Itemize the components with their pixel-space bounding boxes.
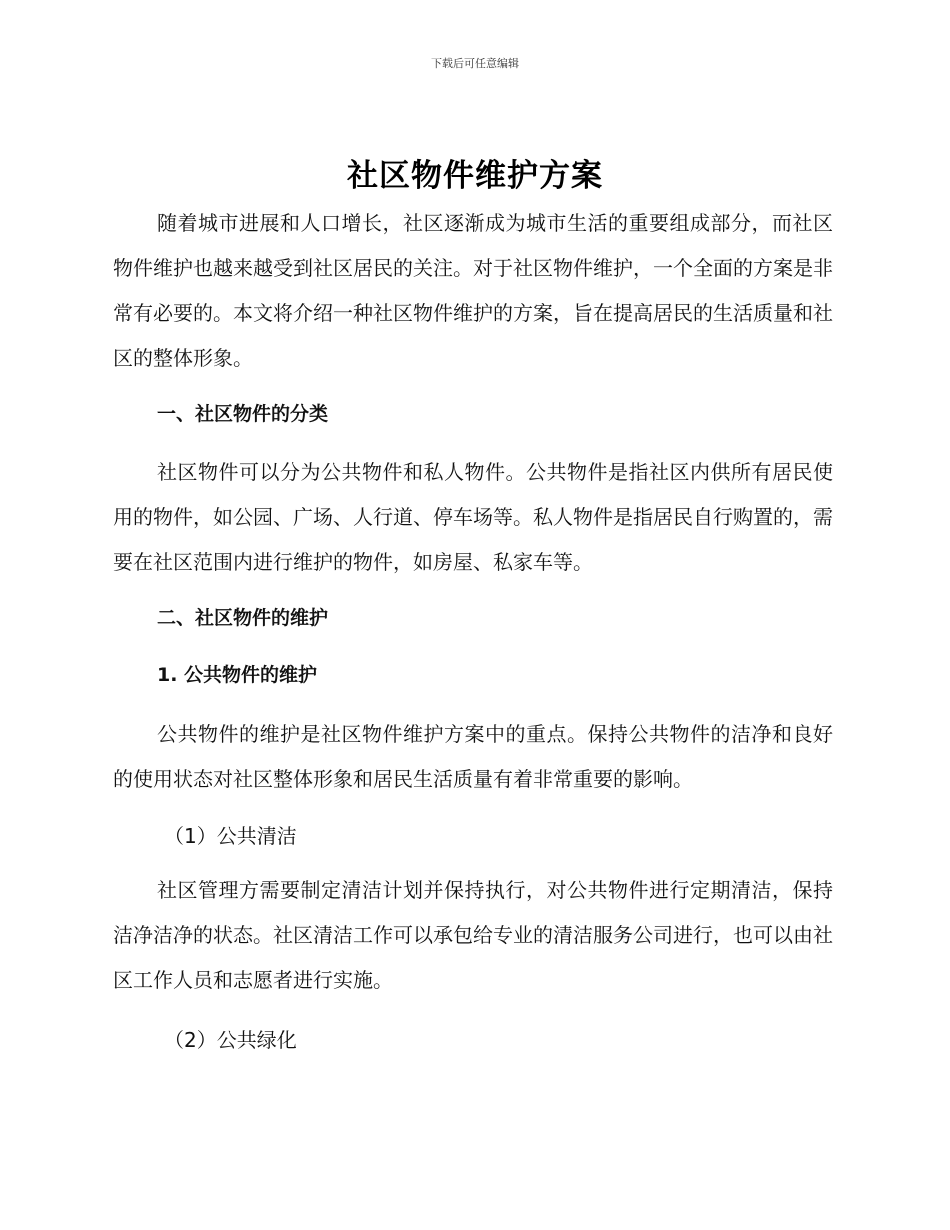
subsection-heading-public-maintenance: 1. 公共物件的维护 (157, 664, 318, 686)
intro-paragraph: 随着城市进展和人口增长，社区逐渐成为城市生活的重要组成部分，而社区物件维护也越来越受到社区居民的关注。对于社区物件维护，一个全面的方案是非常有必要的。本文将介绍一种社区物件维护的方案，旨在提高居民的生活质量和社区的整体形象。 (113, 211, 833, 370)
classification-paragraph: 社区物件可以分为公共物件和私人物件。公共物件是指社区内供所有居民使用的物件，如公园、广场、人行道、停车场等。私人物件是指居民自行购置的，需要在社区范围内进行维护的物件，如房屋、私家车等。 (113, 460, 833, 574)
item-heading-public-greening: （2）公共绿化 (164, 1028, 297, 1052)
public-cleaning-paragraph: 社区管理方需要制定清洁计划并保持执行，对公共物件进行定期清洁，保持洁净洁净的状态。社区清洁工作可以承包给专业的清洁服务公司进行，也可以由社区工作人员和志愿者进行实施。 (113, 878, 833, 992)
section-heading-classification: 一、社区物件的分类 (157, 403, 329, 425)
public-maintenance-paragraph: 公共物件的维护是社区物件维护方案中的重点。保持公共物件的洁净和良好的使用状态对社区整体形象和居民生活质量有着非常重要的影响。 (113, 722, 833, 791)
header-note: 下载后可任意编辑 (431, 57, 519, 70)
item-heading-public-cleaning: （1）公共清洁 (164, 824, 297, 848)
document-title: 社区物件维护方案 (347, 158, 603, 194)
section-heading-maintenance: 二、社区物件的维护 (157, 607, 329, 629)
